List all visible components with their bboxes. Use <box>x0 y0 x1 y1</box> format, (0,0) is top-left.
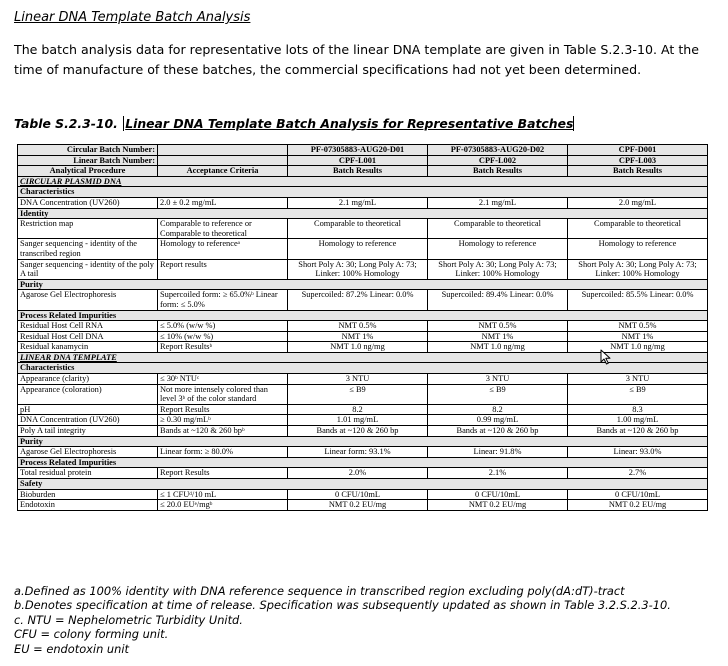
result-cell: NMT 0.2 EU/mg <box>288 500 428 511</box>
criteria-cell: Bands at ~120 & 260 bpᵇ <box>158 426 288 437</box>
criteria-cell: Report results <box>158 259 288 279</box>
result-cell: Homology to reference <box>568 239 708 259</box>
result-cell: 0 CFU/10mL <box>568 489 708 500</box>
result-cell: ≤ B9 <box>288 384 428 404</box>
section-label: Safety <box>18 479 708 490</box>
footnotes <box>14 584 671 656</box>
table-row <box>18 468 708 479</box>
result-cell: 3 NTU <box>568 374 708 385</box>
result-cell: NMT 1.0 ng/mg <box>288 342 428 353</box>
table-caption-title-selection[interactable] <box>125 116 574 131</box>
footnote-line: EU = endotoxin unit <box>14 641 129 656</box>
footnote-line: a.Defined as 100% identity with DNA reference sequence in transcribed region excluding poly(dA:dT)-tract <box>14 584 625 598</box>
table-section-row <box>18 436 708 447</box>
table-header-row <box>18 166 708 177</box>
table-section-row <box>18 279 708 290</box>
arrow-cursor-icon <box>600 349 611 365</box>
procedure-cell: DNA Concentration (UV260) <box>18 197 158 208</box>
table-header-cell: Circular Batch Number: <box>18 145 158 156</box>
result-cell: ≤ B9 <box>428 384 568 404</box>
table-header-cell: PF-07305883-AUG20-D01 <box>288 145 428 156</box>
table-header-row <box>18 145 708 156</box>
result-cell: Linear: 91.8% <box>428 447 568 458</box>
result-cell: Linear: 93.0% <box>568 447 708 458</box>
result-cell: NMT 0.5% <box>288 321 428 332</box>
result-cell: Homology to reference <box>428 239 568 259</box>
procedure-cell: Appearance (clarity) <box>18 374 158 385</box>
result-cell: NMT 1% <box>568 331 708 342</box>
result-cell: Short Poly A: 30; Long Poly A: 73; Linker: 100% Homology <box>568 259 708 279</box>
result-cell: Linear form: 93.1% <box>288 447 428 458</box>
result-cell: 2.0 mg/mL <box>568 197 708 208</box>
section-label: Identity <box>18 208 708 219</box>
section-label: Purity <box>18 436 708 447</box>
footnote-line: c. NTU = Nephelometric Turbidity Unitd. <box>14 612 243 627</box>
criteria-cell: ≤ 30ᵇ NTUᶜ <box>158 374 288 385</box>
result-cell: 1.01 mg/mL <box>288 415 428 426</box>
result-cell: 0 CFU/10mL <box>428 489 568 500</box>
result-cell: NMT 1.0 ng/mg <box>428 342 568 353</box>
result-cell: NMT 0.2 EU/mg <box>568 500 708 511</box>
section-label: Process Related Impurities <box>18 457 708 468</box>
result-cell: 0 CFU/10mL <box>288 489 428 500</box>
group-label: LINEAR DNA TEMPLATE <box>18 352 708 363</box>
result-cell: 1.00 mg/mL <box>568 415 708 426</box>
result-cell: 8.2 <box>288 404 428 415</box>
result-cell: Supercoiled: 85.5% Linear: 0.0% <box>568 290 708 310</box>
result-cell: 3 NTU <box>288 374 428 385</box>
procedure-cell: Endotoxin <box>18 500 158 511</box>
result-cell: 3 NTU <box>428 374 568 385</box>
criteria-cell: ≤ 10% (w/w %) <box>158 331 288 342</box>
section-label: Characteristics <box>18 187 708 198</box>
table-header-row <box>18 155 708 166</box>
table-row <box>18 239 708 259</box>
table-section-row <box>18 187 708 198</box>
result-cell: NMT 0.5% <box>568 321 708 332</box>
procedure-cell: Sanger sequencing - identity of the poly A tail <box>18 259 158 279</box>
table-row <box>18 415 708 426</box>
table-row <box>18 426 708 437</box>
criteria-cell: Homology to referenceᵃ <box>158 239 288 259</box>
result-cell: Comparable to theoretical <box>428 219 568 239</box>
section-label: Purity <box>18 279 708 290</box>
table-header-cell: CPF-L001 <box>288 155 428 166</box>
criteria-cell: 2.0 ± 0.2 mg/mL <box>158 197 288 208</box>
result-cell: 2.1 mg/mL <box>428 197 568 208</box>
table-header-cell: Batch Results <box>288 166 428 177</box>
table-header-cell: Batch Results <box>568 166 708 177</box>
result-cell: Supercoiled: 87.2% Linear: 0.0% <box>288 290 428 310</box>
result-cell: 0.99 mg/mL <box>428 415 568 426</box>
procedure-cell: Bioburden <box>18 489 158 500</box>
criteria-cell: ≤ 20.0 EUᵉ/mgᵇ <box>158 500 288 511</box>
table-section-row <box>18 310 708 321</box>
criteria-cell: Comparable to reference or Comparable to theoretical <box>158 219 288 239</box>
table-section-row <box>18 208 708 219</box>
result-cell: NMT 1% <box>428 331 568 342</box>
text-cursor <box>123 116 124 131</box>
table-row <box>18 489 708 500</box>
table-row <box>18 384 708 404</box>
criteria-cell: ≤ 1 CFUᵈ/10 mL <box>158 489 288 500</box>
criteria-cell: ≥ 0.30 mg/mLᵇ <box>158 415 288 426</box>
procedure-cell: Residual kanamycin <box>18 342 158 353</box>
procedure-cell: Agarose Gel Electrophoresis <box>18 290 158 310</box>
table-row <box>18 331 708 342</box>
table-row <box>18 219 708 239</box>
table-row <box>18 374 708 385</box>
result-cell: Comparable to theoretical <box>568 219 708 239</box>
result-cell: NMT 0.2 EU/mg <box>428 500 568 511</box>
table-row <box>18 321 708 332</box>
criteria-cell: Supercoiled form: ≥ 65.0%ᵇ Linear form: ≤ 5.0% <box>158 290 288 310</box>
table-row <box>18 197 708 208</box>
table-caption-label: Table S.2.3-10. <box>14 116 118 131</box>
criteria-cell: Report Results <box>158 468 288 479</box>
table-row <box>18 500 708 511</box>
result-cell: ≤ B9 <box>568 384 708 404</box>
result-cell: Bands at ~120 & 260 bp <box>428 426 568 437</box>
procedure-cell: Total residual protein <box>18 468 158 479</box>
result-cell: NMT 1% <box>288 331 428 342</box>
table-row <box>18 447 708 458</box>
table-section-row <box>18 479 708 490</box>
result-cell: Bands at ~120 & 260 bp <box>568 426 708 437</box>
result-cell: Homology to reference <box>288 239 428 259</box>
criteria-cell: Linear form: ≥ 80.0% <box>158 447 288 458</box>
footnote-line: CFU = colony forming unit. <box>14 627 169 642</box>
criteria-cell: ≤ 5.0% (w/w %) <box>158 321 288 332</box>
result-cell: Bands at ~120 & 260 bp <box>288 426 428 437</box>
result-cell: 8.2 <box>428 404 568 415</box>
intro-paragraph: The batch analysis data for representative lots of the linear DNA template are given in Table S.2.3-10. At the time of manufacture of these batches, the commercial specifications had not yet been determined. <box>14 42 699 77</box>
table-header-cell <box>158 155 288 166</box>
result-cell: Short Poly A: 30; Long Poly A: 73; Linker: 100% Homology <box>288 259 428 279</box>
procedure-cell: Residual Host Cell RNA <box>18 321 158 332</box>
table-row <box>18 290 708 310</box>
procedure-cell: Sanger sequencing - identity of the transcribed region <box>18 239 158 259</box>
table-group-row <box>18 176 708 187</box>
table-row <box>18 404 708 415</box>
result-cell: Short Poly A: 30; Long Poly A: 73; Linker: 100% Homology <box>428 259 568 279</box>
result-cell: 2.7% <box>568 468 708 479</box>
procedure-cell: Appearance (coloration) <box>18 384 158 404</box>
result-cell: NMT 0.5% <box>428 321 568 332</box>
result-cell: 2.0% <box>288 468 428 479</box>
table-header-cell: PF-07305883-AUG20-D02 <box>428 145 568 156</box>
table-header-cell <box>158 145 288 156</box>
procedure-cell: Residual Host Cell DNA <box>18 331 158 342</box>
section-title: Linear DNA Template Batch Analysis <box>14 10 251 25</box>
result-cell: Comparable to theoretical <box>288 219 428 239</box>
table-header-cell: Linear Batch Number: <box>18 155 158 166</box>
result-cell: NMT 1.0 ng/mg <box>568 342 708 353</box>
procedure-cell: Restriction map <box>18 219 158 239</box>
criteria-cell: Report Results <box>158 404 288 415</box>
procedure-cell: Poly A tail integrity <box>18 426 158 437</box>
table-caption <box>14 116 574 131</box>
group-label: CIRCULAR PLASMID DNA <box>18 176 708 187</box>
result-cell: 2.1 mg/mL <box>288 197 428 208</box>
procedure-cell: DNA Concentration (UV260) <box>18 415 158 426</box>
criteria-cell: Not more intensely colored than level 3ᵇ of the color standard <box>158 384 288 404</box>
criteria-cell: Report Resultsᵇ <box>158 342 288 353</box>
procedure-cell: pH <box>18 404 158 415</box>
section-label: Characteristics <box>18 363 708 374</box>
table-header-cell: CPF-L003 <box>568 155 708 166</box>
result-cell: 2.1% <box>428 468 568 479</box>
footnote-line: b.Denotes specification at time of release. Specification was subsequently updated as shown in Table 3.2.S.2.3-10. <box>14 598 671 613</box>
table-header-cell: CPF-D001 <box>568 145 708 156</box>
table-header-cell: Batch Results <box>428 166 568 177</box>
table-header-cell: CPF-L002 <box>428 155 568 166</box>
table-row <box>18 259 708 279</box>
result-cell: Supercoiled: 89.4% Linear: 0.0% <box>428 290 568 310</box>
procedure-cell: Agarose Gel Electrophoresis <box>18 447 158 458</box>
table-header-cell: Analytical Procedure <box>18 166 158 177</box>
section-label: Process Related Impurities <box>18 310 708 321</box>
table-header-cell: Acceptance Criteria <box>158 166 288 177</box>
table-caption-title: Linear DNA Template Batch Analysis for Representative Batches <box>125 116 574 131</box>
table-section-row <box>18 457 708 468</box>
result-cell: 8.3 <box>568 404 708 415</box>
batch-analysis-table <box>17 144 708 511</box>
